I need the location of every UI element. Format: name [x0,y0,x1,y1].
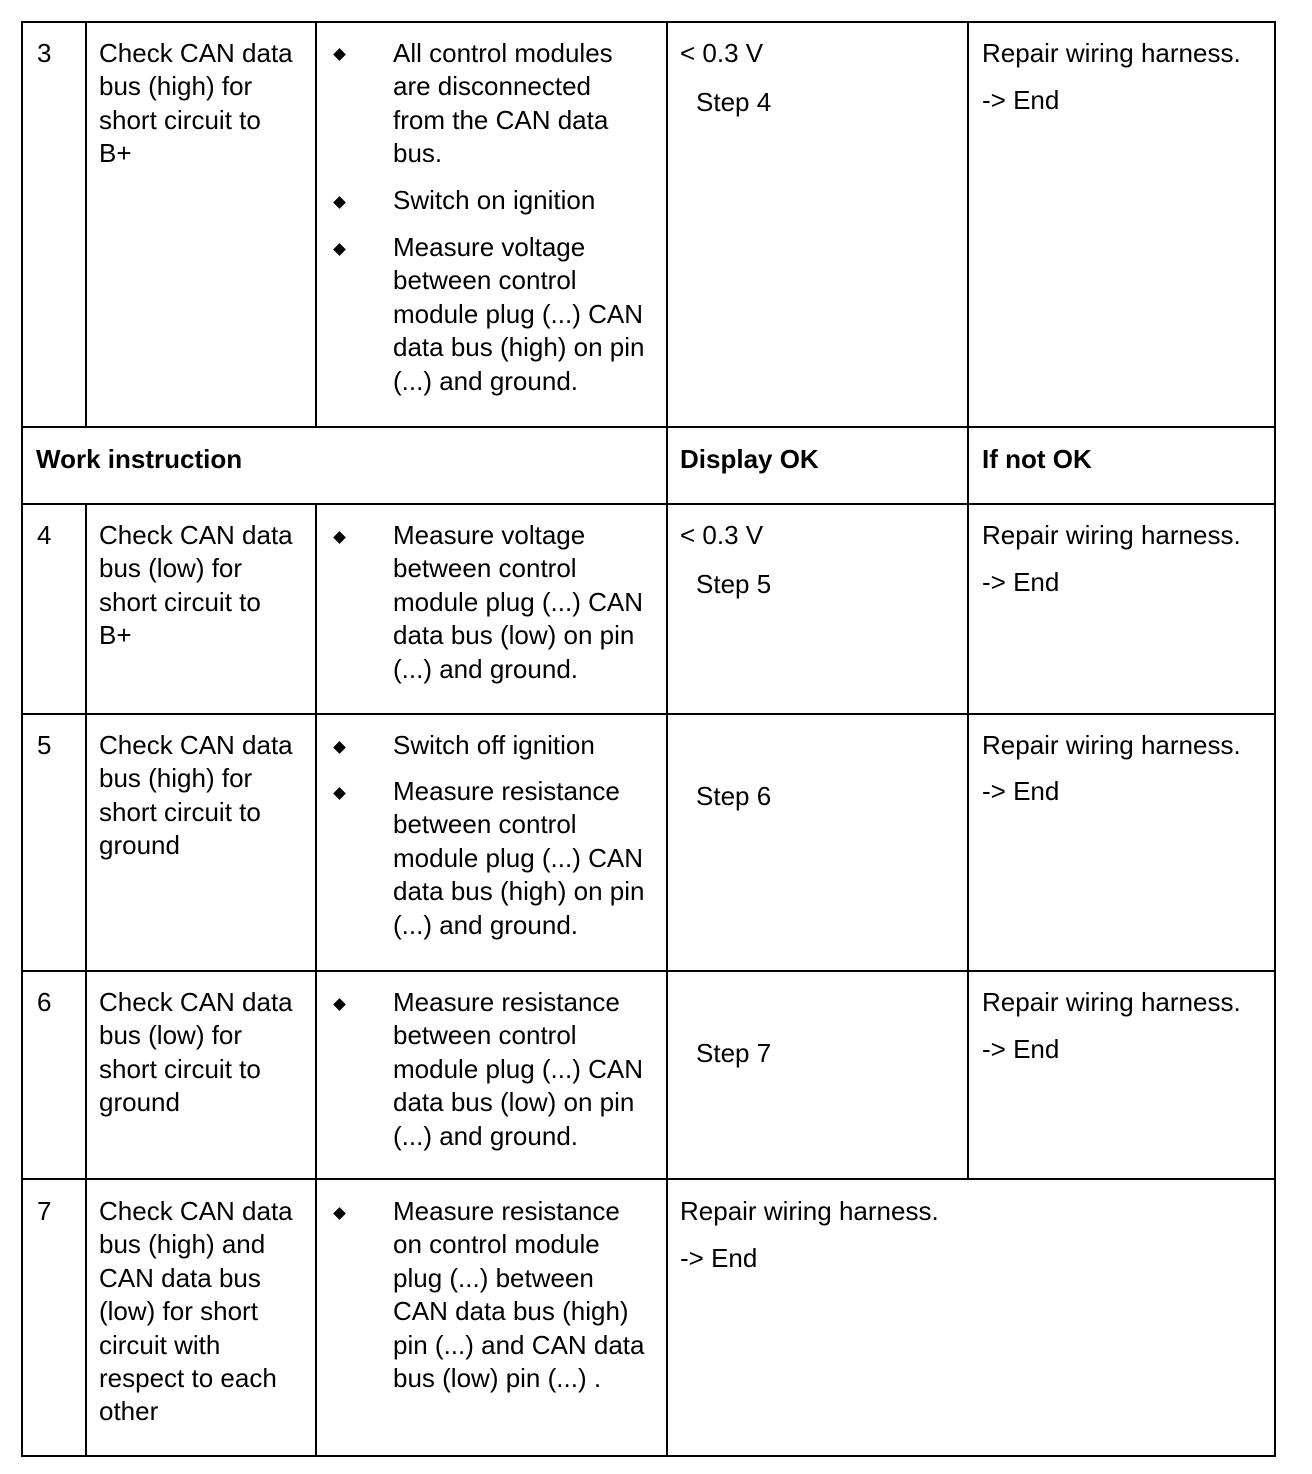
column-divider [666,23,668,426]
not-ok-result: -> End [982,1034,1060,1064]
not-ok-action: Repair wiring harness. [982,38,1241,68]
step-number: 6 [37,987,52,1017]
column-divider [315,1178,317,1455]
next-step: Step 5 [696,569,772,599]
diamond-bullet-icon [333,787,346,800]
not-ok-result: -> End [982,776,1060,806]
row-divider [23,970,1274,972]
diamond-bullet-icon [333,531,346,544]
instruction-item: Measure resistance on control module plug (...) between CAN data bus (high) pin (...) and CAN data bus (low) pin (...) . [393,1196,645,1394]
column-divider [967,426,969,503]
step-number: 3 [37,38,52,68]
procedure-table [21,21,1276,1457]
next-step: Step 7 [696,1038,772,1068]
instruction-item: Switch off ignition [393,730,595,760]
instruction-item: Switch on ignition [393,185,596,215]
header-work-instruction: Work instruction [36,444,243,474]
column-divider [315,503,317,1178]
column-divider [85,1178,87,1455]
column-divider [967,503,969,1178]
instruction-item: All control modules are disconnected from the CAN data bus. [393,38,613,169]
row-divider [23,503,1274,505]
diamond-bullet-icon [333,741,346,754]
diamond-bullet-icon [333,243,346,256]
diamond-bullet-icon [333,1207,346,1220]
step-number: 4 [37,520,52,550]
step-number: 7 [37,1196,52,1226]
header-if-not-ok: If not OK [982,444,1092,474]
not-ok-result: -> End [982,567,1060,597]
header-display-ok: Display OK [680,444,819,474]
row-divider [23,713,1274,715]
instruction-item: Measure voltage between control module plug (...) CAN data bus (high) on pin (...) and ground. [393,232,645,396]
column-divider [85,503,87,1178]
display-value: < 0.3 V [680,38,764,68]
result-action: Repair wiring harness. [680,1196,939,1226]
not-ok-result: -> End [982,85,1060,115]
diamond-bullet-icon [333,196,346,209]
column-divider [666,503,668,1178]
check-description: Check CAN data bus (high) for short circuit to ground [99,730,293,861]
step-number: 5 [37,730,52,760]
check-description: Check CAN data bus (high) and CAN data bus (low) for short circuit with respect to each other [99,1196,293,1427]
check-description: Check CAN data bus (low) for short circuit to B+ [99,520,293,651]
not-ok-action: Repair wiring harness. [982,730,1241,760]
row-divider [23,426,1274,428]
column-divider [315,23,317,426]
result-end: -> End [680,1243,758,1273]
diamond-bullet-icon [333,48,346,61]
next-step: Step 6 [696,781,772,811]
next-step: Step 4 [696,87,772,117]
column-divider [85,23,87,426]
instruction-item: Measure resistance between control module plug (...) CAN data bus (low) on pin (...) and ground. [393,987,643,1151]
display-value: < 0.3 V [680,520,764,550]
not-ok-action: Repair wiring harness. [982,520,1241,550]
column-divider [967,23,969,426]
diamond-bullet-icon [333,998,346,1011]
check-description: Check CAN data bus (high) for short circuit to B+ [99,38,293,169]
column-divider [666,1178,668,1455]
row-divider [23,1178,1274,1180]
column-divider [666,426,668,503]
instruction-item: Measure resistance between control module plug (...) CAN data bus (high) on pin (...) and ground. [393,776,645,940]
not-ok-action: Repair wiring harness. [982,987,1241,1017]
check-description: Check CAN data bus (low) for short circuit to ground [99,987,293,1118]
instruction-item: Measure voltage between control module plug (...) CAN data bus (low) on pin (...) and ground. [393,520,643,684]
